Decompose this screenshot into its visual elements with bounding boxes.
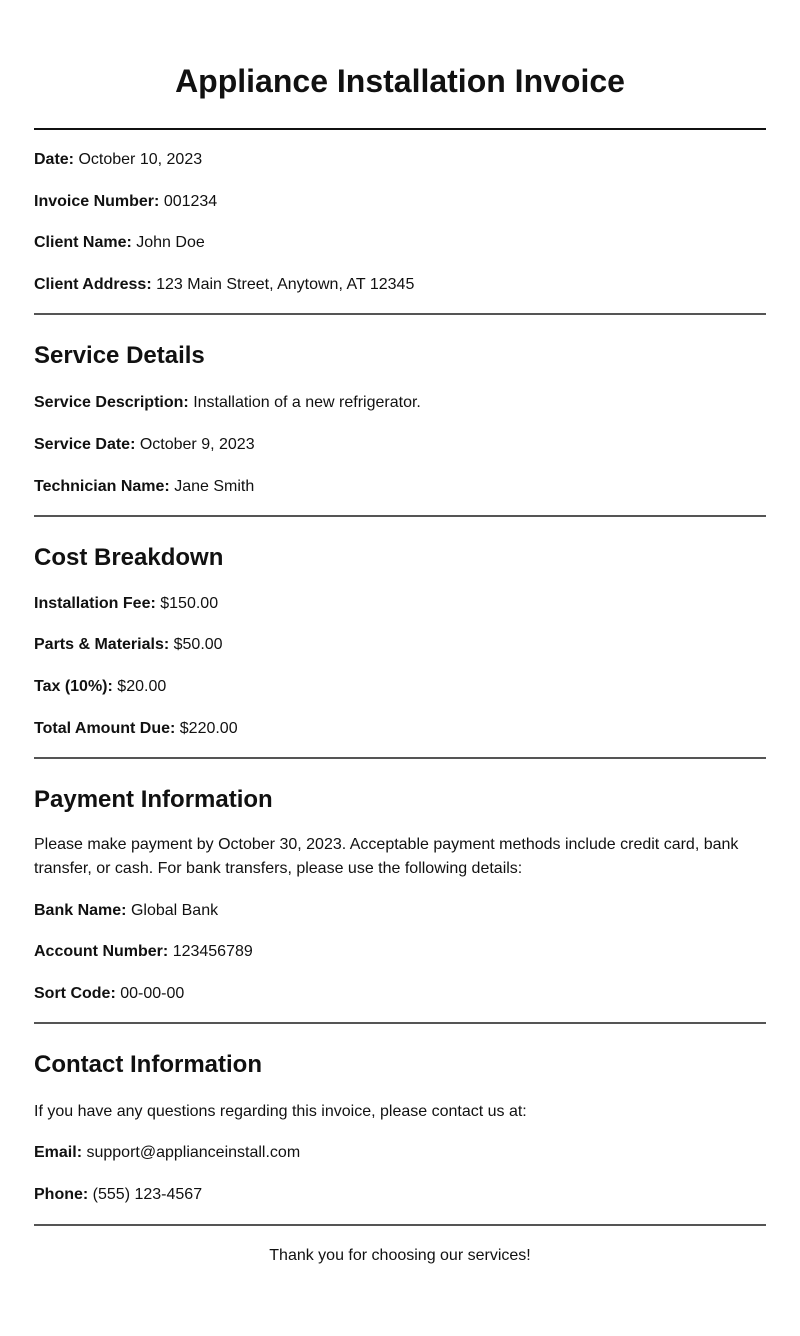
client-address-value: 123 Main Street, Anytown, AT 12345: [156, 276, 415, 293]
date-row: [34, 150, 766, 170]
tax-value: $20.00: [117, 678, 167, 695]
technician-value: Jane Smith: [174, 478, 255, 495]
bank-name-row: [34, 901, 766, 921]
footer-thank-you: Thank you for choosing our services!: [269, 1247, 531, 1264]
contact-information-heading: Contact Information: [34, 1051, 262, 1078]
parts-materials-label: Parts & Materials:: [34, 636, 170, 653]
tax-label: Tax (10%):: [34, 678, 113, 695]
invoice-title: Appliance Installation Invoice: [175, 63, 625, 99]
email-value: support@applianceinstall.com: [86, 1144, 301, 1161]
bank-name-value: Global Bank: [130, 902, 219, 919]
invoice-number-value: 001234: [163, 193, 218, 210]
service-description-row: [34, 393, 766, 413]
sort-code-row: [34, 984, 766, 1004]
client-address-row: [34, 275, 766, 295]
bank-name-label: Bank Name:: [34, 902, 127, 919]
service-date-row: [34, 435, 766, 455]
cost-divider: [34, 757, 766, 759]
date-value: October 10, 2023: [78, 151, 203, 168]
contact-intro: If you have any questions regarding this invoice, please contact us at:: [34, 1103, 527, 1120]
cost-breakdown-section: [34, 543, 766, 739]
service-description-label: Service Description:: [34, 394, 189, 411]
service-details-section: [34, 341, 766, 497]
phone-row: [34, 1185, 766, 1205]
email-label: Email:: [34, 1144, 83, 1161]
account-number-label: Account Number:: [34, 943, 169, 960]
service-date-value: October 9, 2023: [139, 436, 255, 453]
service-description-value: Installation of a new refrigerator.: [193, 394, 421, 411]
cost-breakdown-heading: Cost Breakdown: [34, 544, 224, 571]
technician-row: [34, 477, 766, 497]
invoice-page: [34, 0, 766, 1266]
contact-information-section: [34, 1050, 766, 1205]
technician-label: Technician Name:: [34, 478, 170, 495]
payment-divider: [34, 1022, 766, 1024]
parts-materials-value: $50.00: [173, 636, 223, 653]
tax-row: [34, 677, 766, 697]
total-due-value: $220.00: [179, 720, 238, 737]
phone-value: (555) 123-4567: [92, 1186, 203, 1203]
payment-information-heading: Payment Information: [34, 786, 273, 813]
sort-code-label: Sort Code:: [34, 985, 116, 1002]
installation-fee-value: $150.00: [160, 595, 219, 612]
account-number-value: 123456789: [172, 943, 253, 960]
sort-code-value: 00-00-00: [120, 985, 185, 1002]
installation-fee-label: Installation Fee:: [34, 595, 156, 612]
service-divider: [34, 515, 766, 517]
contact-divider: [34, 1224, 766, 1226]
date-label: Date:: [34, 151, 75, 168]
title-divider: [34, 128, 766, 130]
client-address-label: Client Address:: [34, 276, 152, 293]
header-divider: [34, 313, 766, 315]
installation-fee-row: [34, 594, 766, 614]
total-due-label: Total Amount Due:: [34, 720, 176, 737]
client-name-label: Client Name:: [34, 234, 132, 251]
service-details-heading: Service Details: [34, 342, 205, 369]
total-due-row: [34, 719, 766, 739]
client-name-row: [34, 233, 766, 253]
email-row: [34, 1143, 766, 1163]
invoice-number-row: [34, 192, 766, 212]
invoice-header-section: [34, 150, 766, 295]
account-number-row: [34, 942, 766, 962]
invoice-number-label: Invoice Number:: [34, 193, 160, 210]
parts-materials-row: [34, 635, 766, 655]
phone-label: Phone:: [34, 1186, 89, 1203]
client-name-value: John Doe: [136, 234, 205, 251]
payment-information-section: [34, 785, 766, 1004]
payment-instructions: Please make payment by October 30, 2023. Acceptable payment methods include credit card, bank transfer, or cash. For bank transfers, please use the following details:: [34, 836, 739, 877]
service-date-label: Service Date:: [34, 436, 136, 453]
